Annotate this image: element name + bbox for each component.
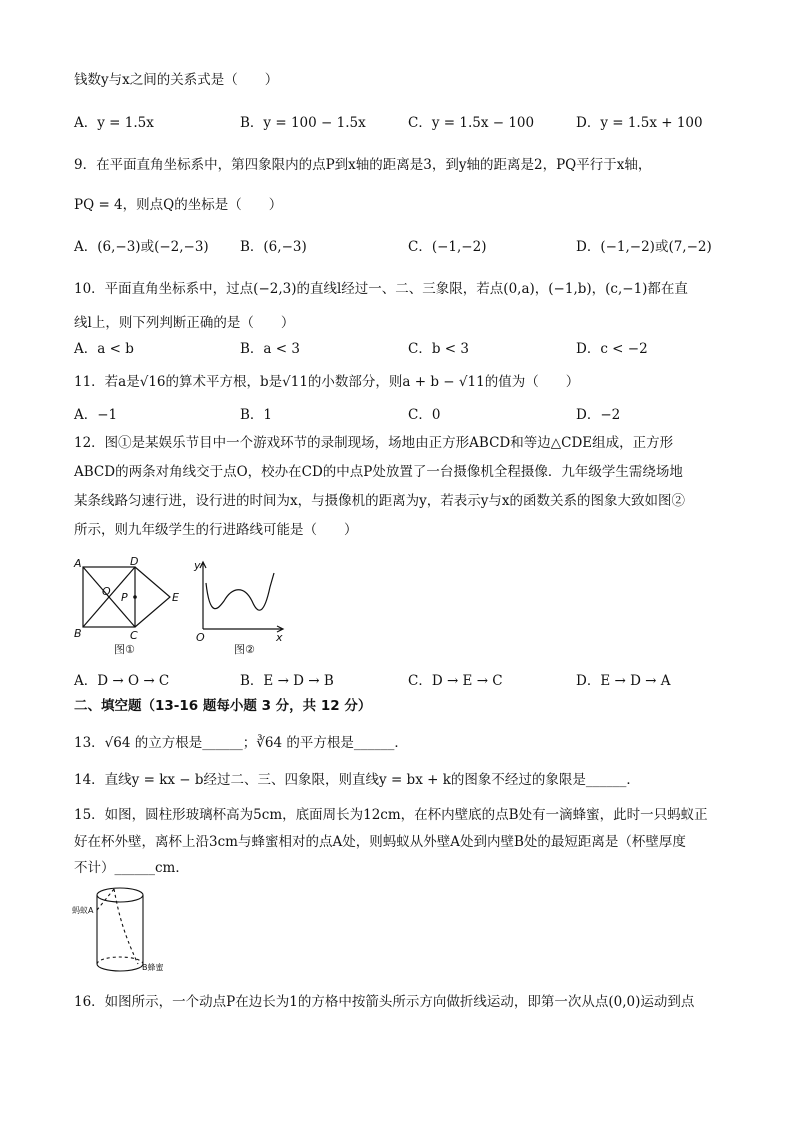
q10-option-b: B．a < 3 xyxy=(240,341,300,357)
q10-stem-line2: 线l上，则下列判断正确的是（ ） xyxy=(74,315,295,331)
q12-stem-line1: 12．图①是某娱乐节目中一个游戏环节的录制现场，场地由正方形ABCD和等边△CDE组成，正方形 xyxy=(74,435,674,451)
q8-option-b: B．y = 100 − 1.5x xyxy=(240,115,366,131)
q11-option-d: D．−2 xyxy=(576,407,621,423)
q10-option-c: C．b < 3 xyxy=(408,341,469,357)
label-x: x xyxy=(276,631,283,644)
q12-stem-line3: 某条线路匀速行进，设行进的时间为x，与摄像机的距离为y，若表示y与x的函数关系的图象大致如图② xyxy=(74,493,685,509)
label-y: y xyxy=(194,559,201,572)
q15-stem-line1: 15．如图，圆柱形玻璃杯高为5cm，底面周长为12cm，在杯内壁底的点B处有一滴蜂蜜，此时一只蚂蚁正 xyxy=(74,807,708,823)
q11-stem-line1: 11．若a是√16的算术平方根，b是√11的小数部分，则a + b − √11的值为（ ） xyxy=(74,374,580,390)
label-a: A xyxy=(74,557,82,570)
q15-stem-line3: 不计）______cm． xyxy=(74,860,189,876)
q9-option-d: D．(−1,−2)或(7,−2) xyxy=(576,239,712,255)
q16-stem-line1: 16．如图所示，一个动点P在边长为1的方格中按箭头所示方向做折线运动，即第一次从点(0,0)运动到点 xyxy=(74,994,695,1010)
section-2-title: 二、填空题（13-16 题每小题 3 分，共 12 分） xyxy=(74,698,372,714)
q8-option-d: D．y = 1.5x + 100 xyxy=(576,115,703,131)
label-o: O xyxy=(102,585,111,598)
q12-stem-line2: ABCD的两条对角线交于点O，校办在CD的中点P处放置了一台摄像机全程摄像．九年级学生需绕场地 xyxy=(74,464,683,480)
q15-stem-line2: 好在杯外壁，离杯上沿3cm与蜂蜜相对的点A处，则蚂蚁从外壁A处到内壁B处的最短距离是（杯壁厚度 xyxy=(74,834,686,850)
q10-option-a: A．a < b xyxy=(74,341,134,357)
q12-option-a: A．D → O → C xyxy=(74,673,170,689)
q8-stem-tail: 钱数y与x之间的关系式是（ ） xyxy=(74,72,279,88)
q9-option-c: C．(−1,−2) xyxy=(408,239,487,255)
q10-option-d: D．c < −2 xyxy=(576,341,648,357)
q15-cylinder-figure xyxy=(72,880,172,980)
triangle-cde xyxy=(135,567,170,627)
figure-1-caption: 图① xyxy=(114,643,135,656)
q12-option-b: B．E → D → B xyxy=(240,673,334,689)
q12-option-c: C．D → E → C xyxy=(408,673,503,689)
label-origin: O xyxy=(196,631,205,644)
label-c: C xyxy=(130,629,138,642)
label-d: D xyxy=(130,557,139,568)
ant-label: 蚂蚁A xyxy=(72,906,94,915)
point-p xyxy=(133,595,137,599)
q11-option-a: A．−1 xyxy=(74,407,118,423)
q14-stem: 14．直线y = kx − b经过二、三、四象限，则直线y = bx + k的图象不经过的象限是______． xyxy=(74,772,640,788)
label-e: E xyxy=(172,591,179,604)
honey-label: B蜂蜜 xyxy=(142,963,164,972)
function-curve xyxy=(206,573,274,610)
label-p: P xyxy=(121,591,128,604)
q12-option-d: D．E → D → A xyxy=(576,673,671,689)
q11-option-b: B．1 xyxy=(240,407,273,423)
q10-stem-line1: 10．平面直角坐标系中，过点(−2,3)的直线l经过一、二、三象限，若点(0,a)，(−1,b)，(c,−1)都在直 xyxy=(74,281,688,297)
label-b: B xyxy=(74,627,82,640)
q12-figure-1 xyxy=(70,557,190,657)
q9-stem-line2: PQ = 4，则点Q的坐标是（ ） xyxy=(74,197,283,213)
figure-2-caption: 图② xyxy=(234,643,255,656)
cylinder-top xyxy=(97,888,143,902)
q9-option-b: B．(6,−3) xyxy=(240,239,307,255)
q12-figure-2 xyxy=(190,557,290,657)
q8-option-a: A．y = 1.5x xyxy=(74,115,154,131)
cylinder-bottom-front xyxy=(97,964,143,971)
q12-stem-line4: 所示，则九年级学生的行进路线可能是（ ） xyxy=(74,522,358,538)
q8-option-c: C．y = 1.5x − 100 xyxy=(408,115,535,131)
q13-stem: 13．√64 的立方根是______；∛64 的平方根是______． xyxy=(74,735,408,751)
cylinder-bottom-back xyxy=(97,957,143,964)
q9-option-a: A．(6,−3)或(−2,−3) xyxy=(74,239,209,255)
q11-option-c: C．0 xyxy=(408,407,441,423)
q9-stem-line1: 9．在平面直角坐标系中，第四象限内的点P到x轴的距离是3，到y轴的距离是2，PQ平行于x轴， xyxy=(74,157,652,173)
